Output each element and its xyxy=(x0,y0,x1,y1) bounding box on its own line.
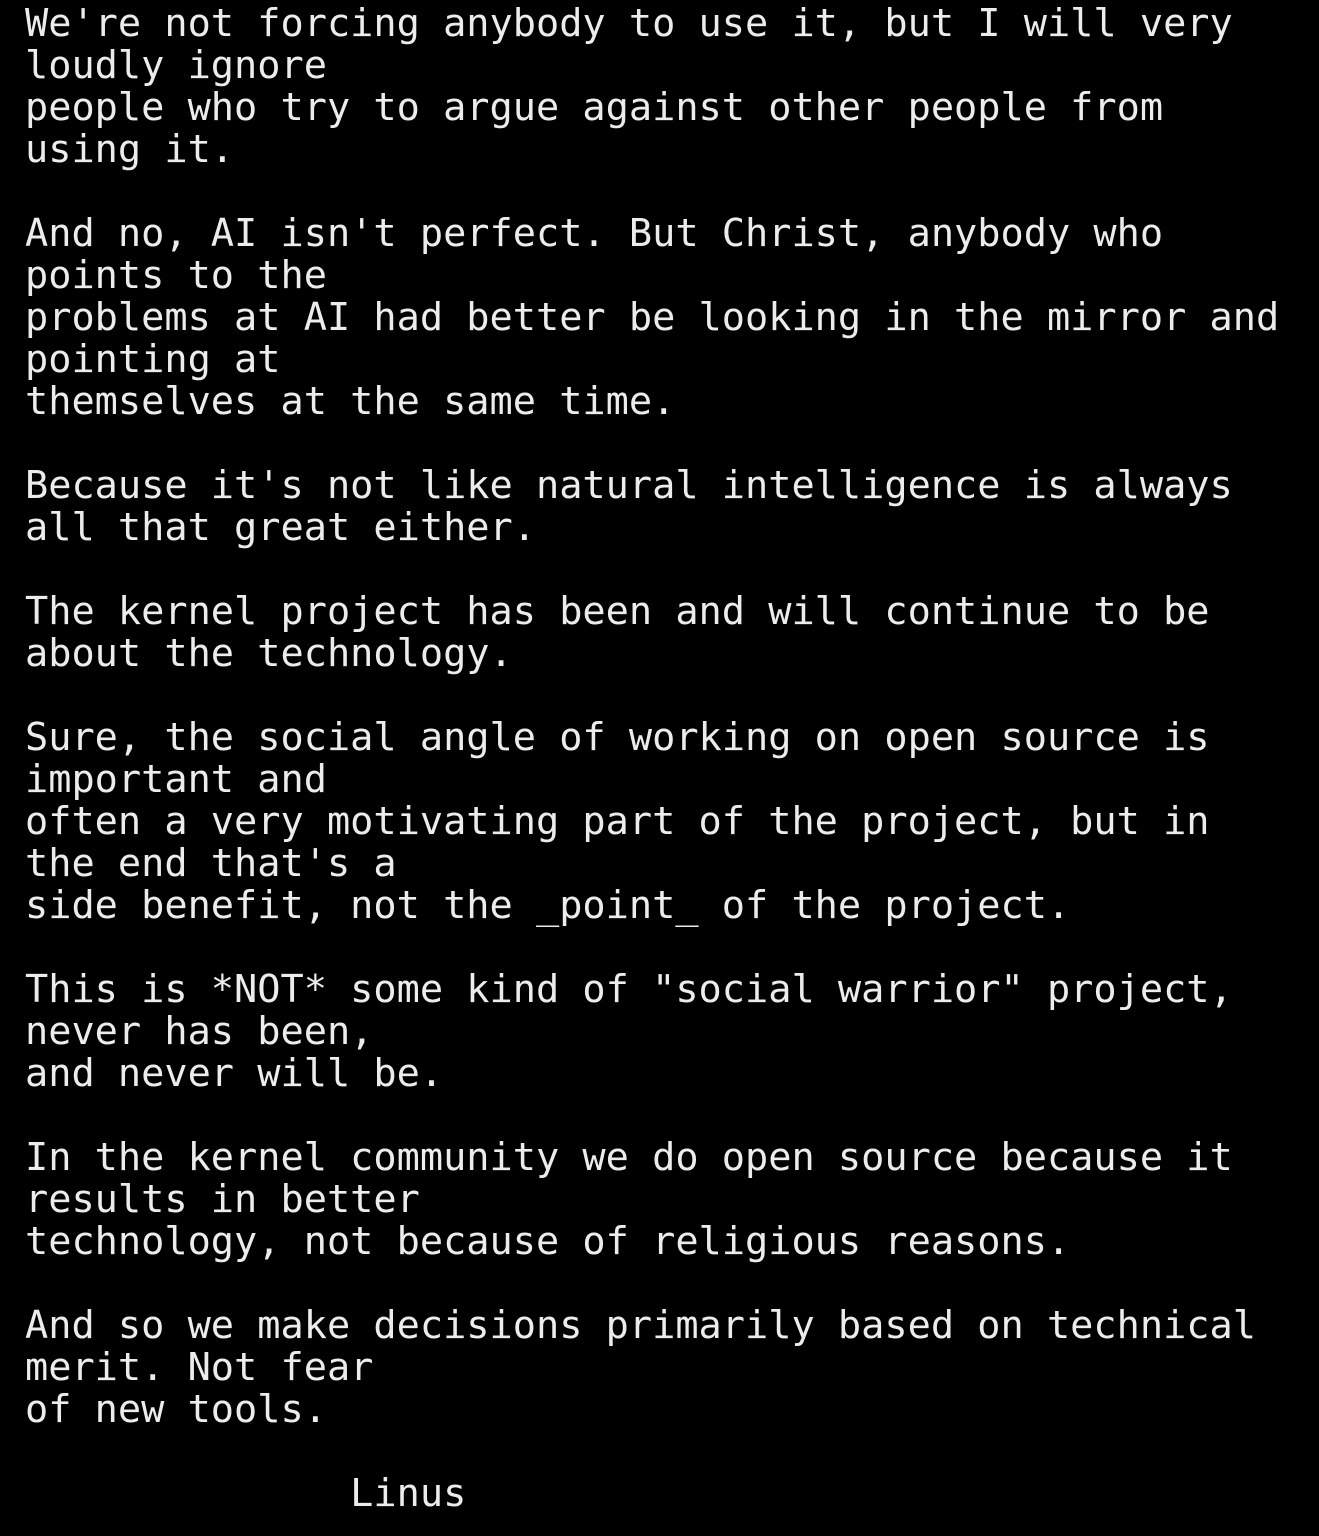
text-line: loudly ignore xyxy=(25,43,327,88)
text-line: In the kernel community we do open source because it xyxy=(25,1135,1233,1180)
blank-line xyxy=(25,1263,1315,1305)
text-line: all that great either. xyxy=(25,505,536,550)
text-line: And no, AI isn't perfect. But Christ, anybody who xyxy=(25,211,1164,256)
blank-line xyxy=(25,1095,1315,1137)
blank-line xyxy=(25,927,1315,969)
paragraph xyxy=(25,717,1315,927)
text-line: about the technology. xyxy=(25,631,513,676)
paragraph xyxy=(25,213,1315,423)
blank-line xyxy=(25,171,1315,213)
paragraph xyxy=(25,591,1315,675)
text-line: technology, not because of religious reasons. xyxy=(25,1219,1071,1264)
text-line: never has been, xyxy=(25,1009,374,1054)
text-line: people who try to argue against other people from xyxy=(25,85,1164,130)
paragraph xyxy=(25,3,1315,171)
text-line: The kernel project has been and will continue to be xyxy=(25,589,1210,634)
text-line: Sure, the social angle of working on open source is xyxy=(25,715,1210,760)
paragraph xyxy=(25,465,1315,549)
text-line: important and xyxy=(25,757,327,802)
text-line: using it. xyxy=(25,127,235,172)
paragraph xyxy=(25,969,1315,1095)
text-line: We're not forcing anybody to use it, but I will very xyxy=(25,1,1233,46)
text-line: themselves at the same time. xyxy=(25,379,676,424)
blank-line xyxy=(25,423,1315,465)
text-line: And so we make decisions primarily based on technical xyxy=(25,1303,1256,1348)
text-line: points to the xyxy=(25,253,327,298)
email-text-body xyxy=(25,3,1315,1515)
text-line: merit. Not fear xyxy=(25,1345,374,1390)
signature-line: Linus xyxy=(25,1471,467,1516)
blank-line xyxy=(25,1431,1315,1473)
text-line: often a very motivating part of the project, but in xyxy=(25,799,1210,844)
paragraph xyxy=(25,1305,1315,1431)
text-line: This is *NOT* some kind of "social warrior" project, xyxy=(25,967,1233,1012)
blank-line xyxy=(25,549,1315,591)
paragraph xyxy=(25,1137,1315,1263)
text-line: the end that's a xyxy=(25,841,397,886)
text-line: pointing at xyxy=(25,337,281,382)
text-line: results in better xyxy=(25,1177,420,1222)
text-line: side benefit, not the _point_ of the project. xyxy=(25,883,1071,928)
blank-line xyxy=(25,675,1315,717)
text-line: and never will be. xyxy=(25,1051,444,1096)
signature xyxy=(25,1473,1315,1515)
text-line: Because it's not like natural intelligence is always xyxy=(25,463,1233,508)
text-line: problems at AI had better be looking in the mirror and xyxy=(25,295,1280,340)
text-line: of new tools. xyxy=(25,1387,327,1432)
